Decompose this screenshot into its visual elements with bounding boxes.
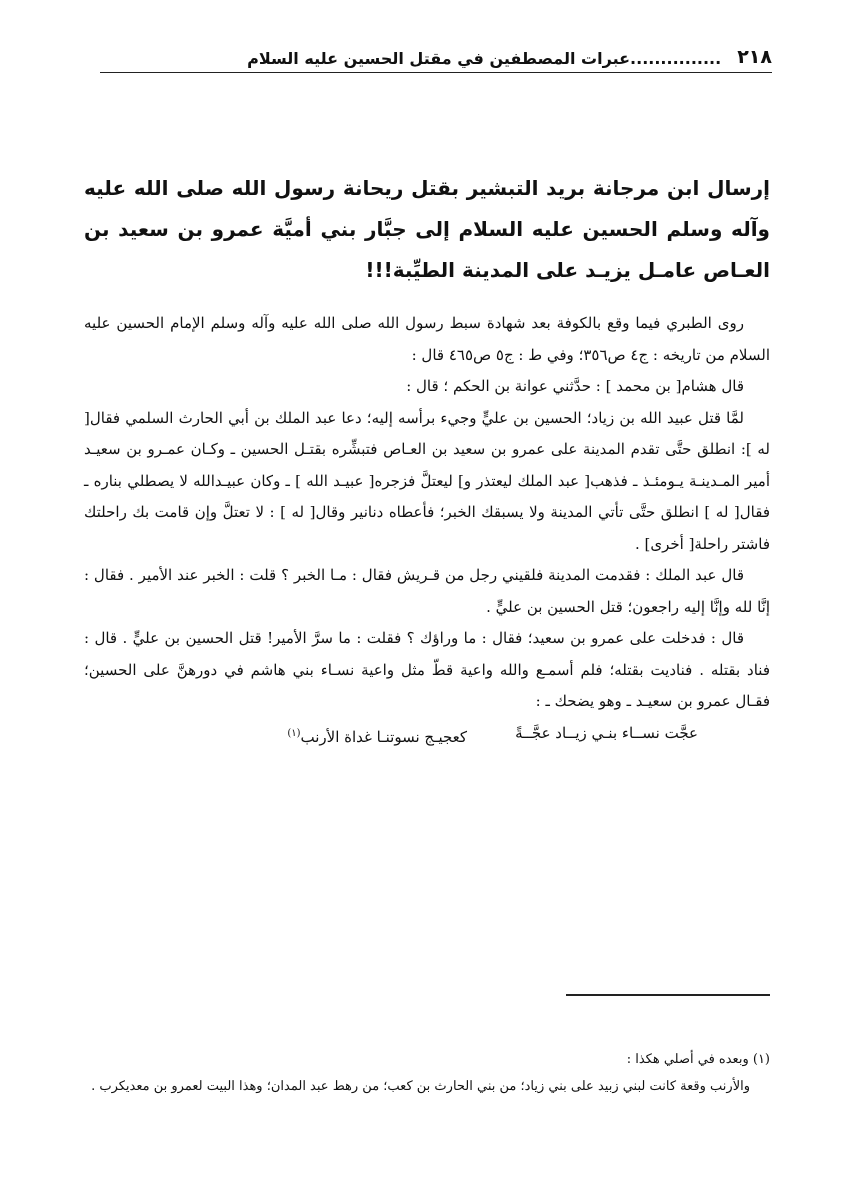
chapter-heading: إرسال ابن مرجانة بريد التبشير بقتل ريحانة رسول الله صلى الله عليه وآله وسلم الحسين عليه السلام إلى جبَّار بني أميَّة عمرو بن سعيد بن العـاص عامـل يزيـد على المدينة الطيِّبة!!! [84,176,770,282]
footnote-separator [566,994,770,996]
footnote-marker: (١) [287,727,301,739]
page-number: ٢١٨ [737,46,772,68]
narrative-paragraph-2: قال عبد الملك : فقدمت المدينة فلقيني رجل من قـريش فقال : مـا الخبر ؟ قلت : الخبر عند الأمير . فقال : إنَّا لله وإنَّا إليه راجعون؛ قتل الحسين بن عليٍّ . [84,566,770,616]
footnote-1-body: والأرنب وقعة كانت لبني زبيد على بني زياد؛ من بني الحارث بن كعب؛ من رهط عبد المدان؛ وهذا البيت لعمرو بن معديكرب . [91,1079,750,1094]
running-header [100,30,772,73]
body-text [84,308,770,753]
footnote-1-intro: (١) وبعده في أصلي هكذا : [626,1052,770,1067]
narrative-paragraph-3: قال : فدخلت على عمرو بن سعيد؛ فقال : ما وراؤك ؟ فقلت : ما سرَّ الأمير! قتل الحسين بن عليٍّ . قال : فناد بقتله . فناديت بقتله؛ فلم أسمـع والله واعية قطّ مثل واعية نسـاء بني هاشم في دورهنَّ على الحسين؛ فقـال عمرو بن سعيـد ـ وهو يضحك ـ : [84,629,770,710]
isnad-paragraph: قال هشام[ بن محمد ] : حدَّثني عوانة بن الحكم ؛ قال : [406,377,744,395]
verse-hemistich-second [287,718,467,754]
intro-paragraph: روى الطبري فيما وقع بالكوفة بعد شهادة سبط رسول الله صلى الله عليه وآله وسلم الإمام الحسين عليه السلام من تاريخه : ج٤ ص٣٥٦؛ وفي ط : ج٥ ص٤٦٥ قال : [84,314,770,364]
running-title: ...............عبرات المصطفين في مقتل الحسين عليه السلام [247,49,722,68]
verse-hemistich-second-text: كعجيـج نسوتنـا غداة الأرنب [300,727,468,746]
narrative-paragraph-1: لمَّا قتل عبيد الله بن زياد؛ الحسين بن عليٍّ وجيء برأسه إليه؛ دعا عبد الملك بن أبي الحارث السلمي فقال[ له ]: انطلق حتَّى تقدم المدينة على عمرو بن سعيد بن العـاص فتبشِّره بقتـل الحسين ـ وكـان عمـرو بن سعيـد أمير المـدينـة يـومئـذ ـ فذهب[ عبد الملك ليعتذر و] ليعتلَّ فزجره[ عبيـد الله ] ـ وكان عبيـدالله لا يصطلي بناره ـ فقال[ له ] انطلق حتَّى تأتي المدينة ولا يسبقك الخبر؛ فأعطاه دنانير وقال[ له ] : لا تعتلَّ وإن قامت بك راحلتك فاشتر راحلة[ أخرى] . [84,408,770,553]
verse-hemistich-first: عجَّت نســاء بنـي زيــاد عجَّــةً [515,723,698,742]
footnotes [84,1046,770,1100]
poetry-verse [84,718,770,754]
